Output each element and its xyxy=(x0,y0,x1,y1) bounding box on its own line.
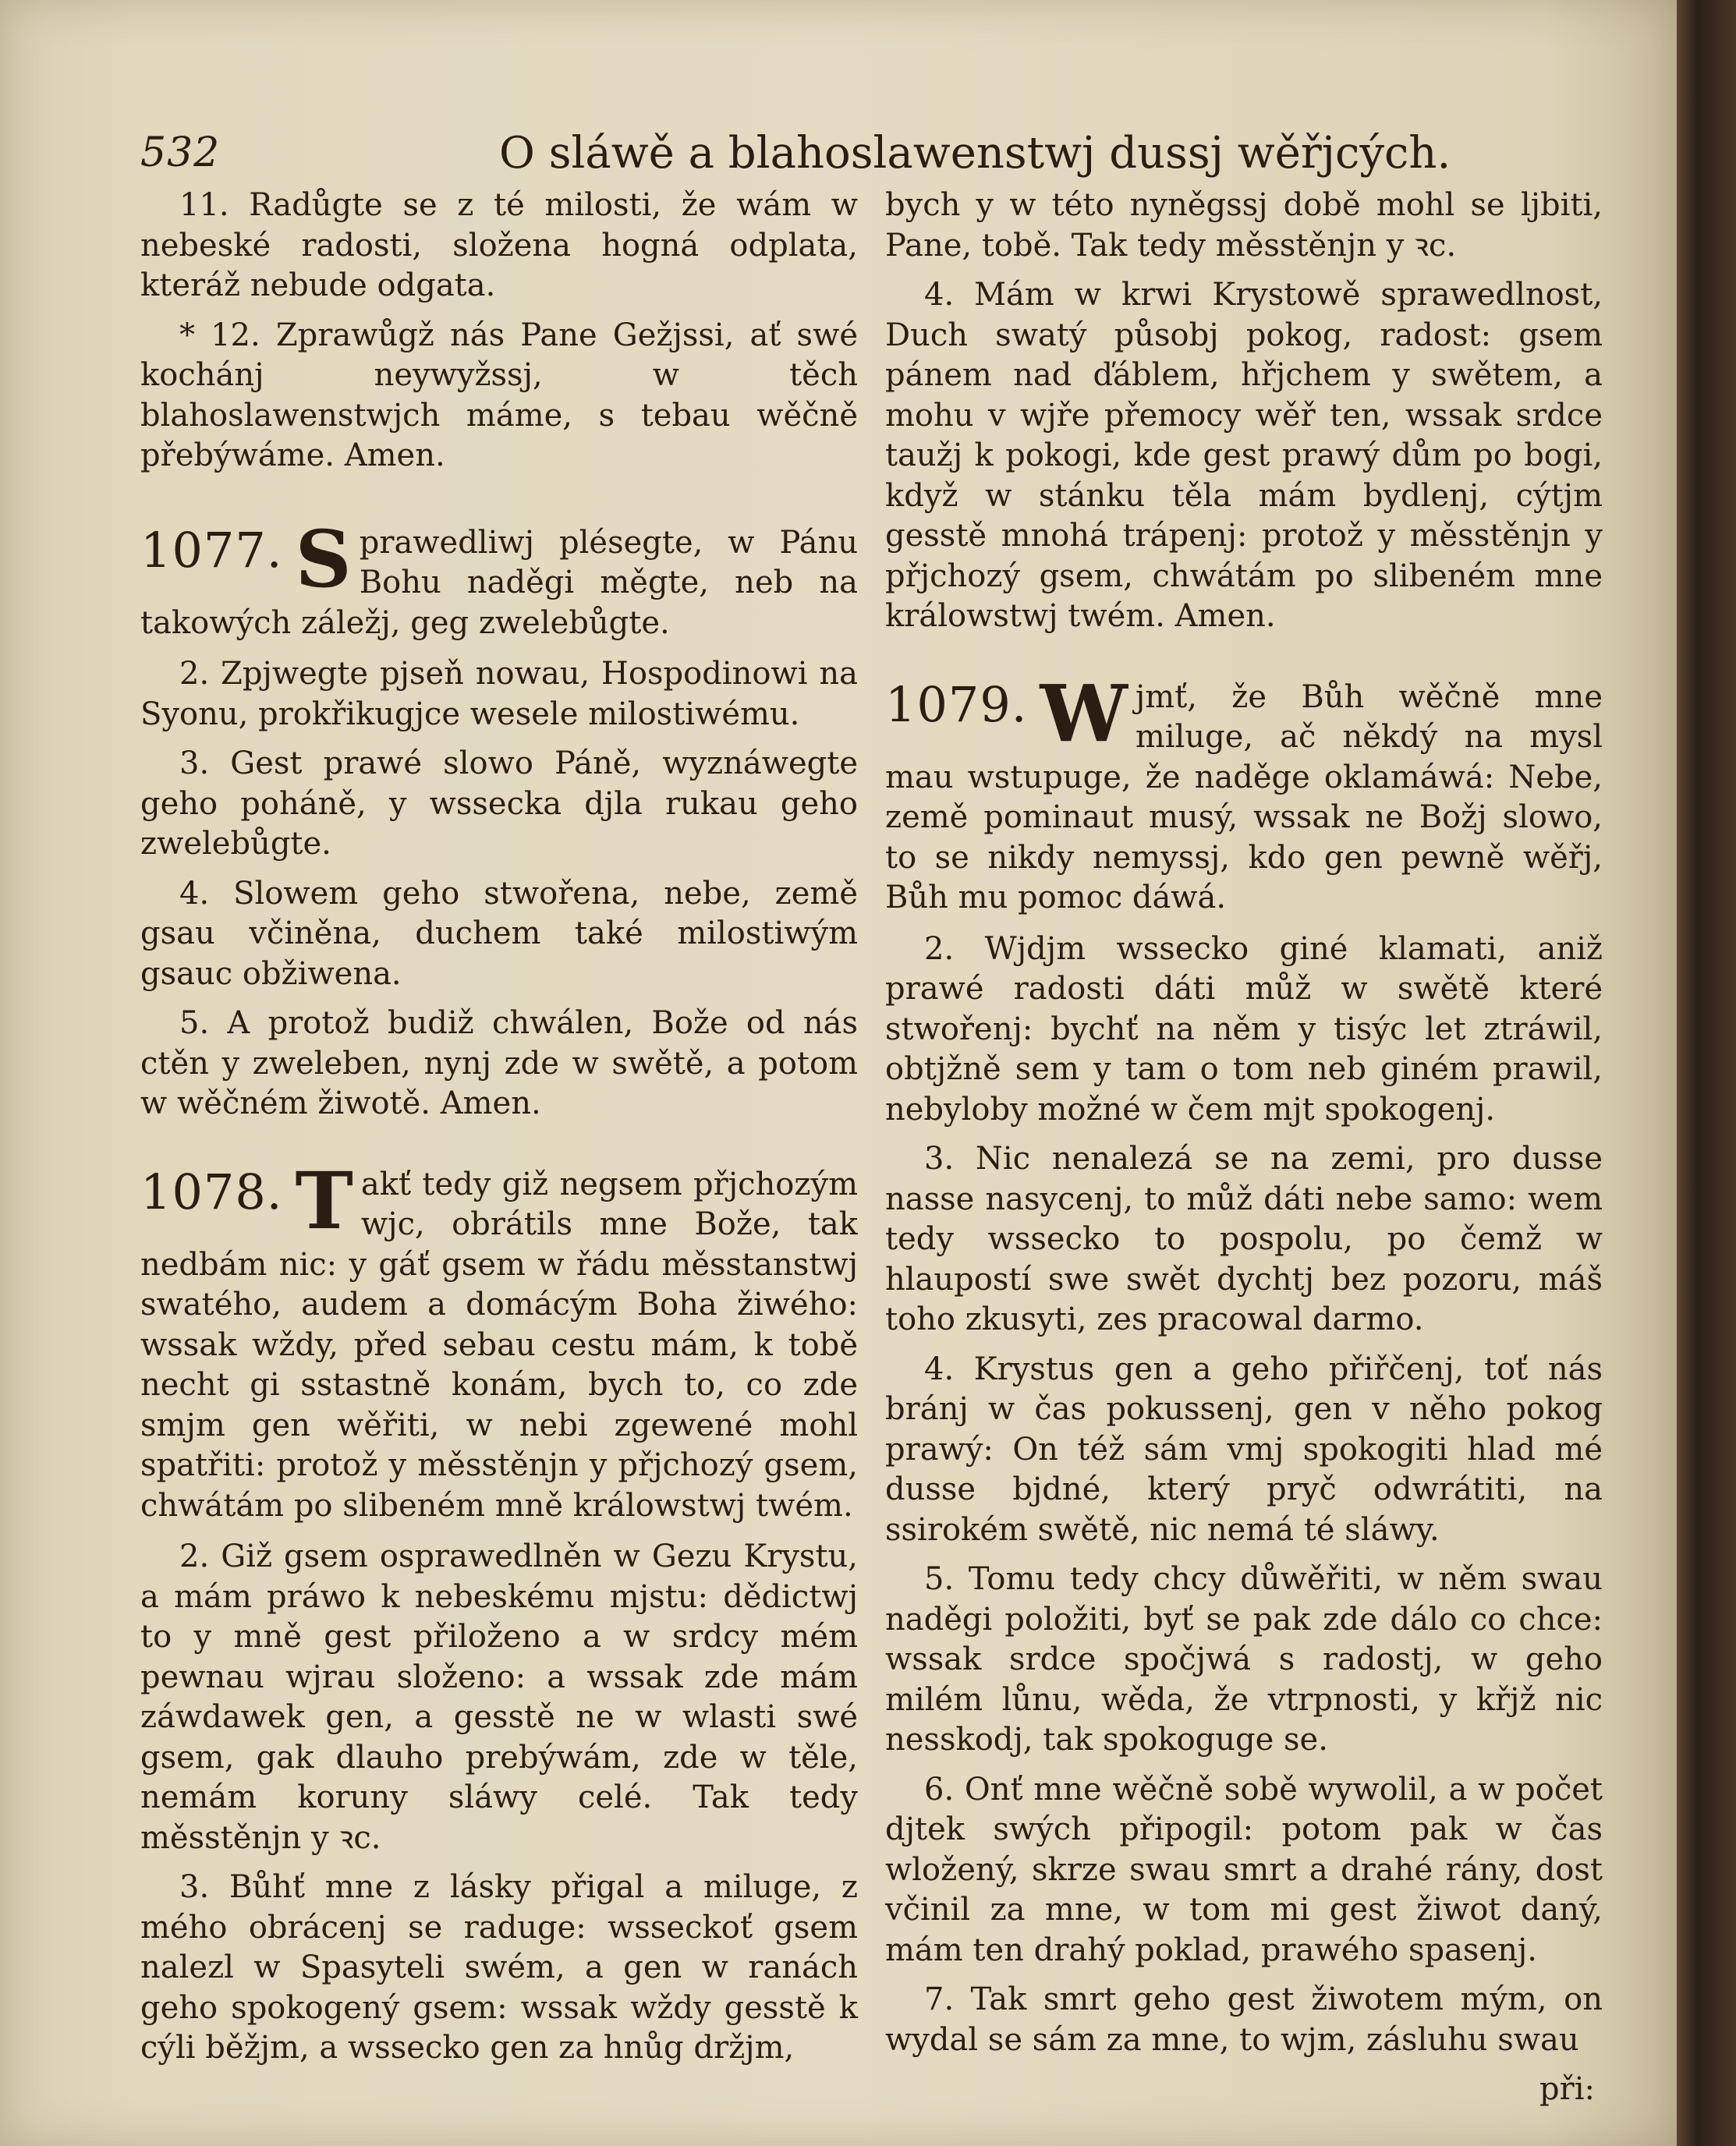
hymn-verse: 2. Wjdjm wssecko giné klamati, aniž prawé radosti dáti můž w swětě které stwořenj: bychť na něm y tisýc let ztráwil, obtjžně sem y tam o tom neb giném prawil, nebyloby možné w čem mjt spokogenj. xyxy=(885,930,1603,1128)
hymn-verse: 6. Onť mne wěčně sobě wywolil, a w počet djtek swých připogil: potom pak w čas wložený, skrze swau smrt a drahé rány, dost včinil za mne, w tom mi gest žiwot daný, mám ten drahý poklad, prawého spasenj. xyxy=(885,1771,1603,1968)
hymn-1079 xyxy=(885,678,1603,919)
hymn-verse: 3. Gest prawé slowo Páně, wyznáwegte geho poháně, y wssecka djla rukau geho zwelebůgte. xyxy=(140,745,858,862)
drop-cap: W xyxy=(1040,677,1128,760)
hymn-number: 1079. xyxy=(885,677,1028,733)
hymn-verse: 3. Nic nenalezá se na zemi, pro dusse nasse nasycenj, to můž dáti nebe samo: wem tedy wssecko to pospolu, po čemž w hlaupostí swe swět dychtj bez pozoru, máš toho zkusyti, zes pracowal darmo. xyxy=(885,1141,1603,1337)
drop-cap: T xyxy=(295,1164,353,1247)
hymn-first-verse: akť tedy giž negsem přjchozým wjc, obrátils mne Bože, tak nedbám nic: y gáť gsem w řádu měsstanstwj swatého, audem a domácým Boha žiwého: wssak wždy, před sebau cestu mám, k tobě necht gi sstastně konám, bych to, co zde smjm gen wěřiti, w nebi zgewené mohl spatřiti: protož y měsstěnjn y přjchozý gsem, chwátám po slibeném mně králowstwj twém. xyxy=(140,1166,858,1524)
hymn-number: 1077. xyxy=(140,522,283,579)
page-number: 532 xyxy=(140,129,221,176)
hymn-1077 xyxy=(140,523,858,644)
right-column xyxy=(885,186,1603,2110)
running-title: O sláwě a blahoslawenstwj dussj wěřjcých. xyxy=(499,128,1451,179)
verse-11: 11. Radůgte se z té milosti, že wám w nebeské radosti, složena hogná odplata, kteráž nebude odgata. xyxy=(140,187,858,303)
verse-12: * 12. Zprawůgž nás Pane Gežjssi, ať swé kochánj neywyžssj, w těch blahoslawenstwjch máme, s tebau wěčně přebýwáme. Amen. xyxy=(140,317,858,473)
book-spine xyxy=(1677,0,1736,2146)
catchword: při: xyxy=(1539,2071,1595,2107)
left-column xyxy=(140,186,858,2078)
hymn-verse: 7. Tak smrt geho gest žiwotem mým, on wydal se sám za mne, to wjm, zásluhu swau xyxy=(885,1981,1603,2058)
hymn-verse: 2. Zpjwegte pjseň nowau, Hospodinowi na Syonu, prokřikugjce wesele milostiwému. xyxy=(140,656,858,732)
hymn-verse: 2. Giž gsem osprawedlněn w Gezu Krystu, a mám práwo k nebeskému mjstu: dědictwj to y mně gest přiloženo a w srdcy mém pewnau wjrau složeno: a wssak zde mám záwdawek gen, a gesstě ne w wlasti swé gsem, gak dlauho prebýwám, zde w těle, nemám koruny sláwy celé. Tak tedy měsstěnjn y ꝛc. xyxy=(140,1539,858,1856)
drop-cap: S xyxy=(295,522,352,605)
hymn-verse: 5. Tomu tedy chcy důwěřiti, w něm swau naděgi položiti, byť se pak zde dálo co chce: wssak srdce spočjwá s radostj, w geho milém lůnu, wěda, že vtrpnosti, y křjž nic nesskodj, tak spokoguge se. xyxy=(885,1561,1603,1758)
continued-verse: bych y w této nyněgssj době mohl se ljbiti, Pane, tobě. Tak tedy měsstěnjn y ꝛc. xyxy=(885,187,1603,264)
hymn-first-verse: jmť, že Bůh wěčně mne miluge, ač někdý na mysl mau wstupuge, že naděge oklamáwá: Nebe, země pominaut musý, wssak ne Božj slowo, to se nikdy nemyssj, kdo gen pewně wěřj, Bůh mu pomoc dáwá. xyxy=(885,678,1603,915)
hymn-number: 1078. xyxy=(140,1164,283,1220)
hymn-first-verse: prawedliwj plésegte, w Pánu Bohu naděgi měgte, neb na takowých záležj, geg zwelebůgte. xyxy=(140,524,858,641)
hymn-verse: 5. A protož budiž chwálen, Bože od nás ctěn y zweleben, nynj zde w swětě, a potom w wěčném žiwotě. Amen. xyxy=(140,1005,858,1121)
hymn-verse: 3. Bůhť mne z lásky přigal a miluge, z mého obrácenj se raduge: wsseckoť gsem nalezl w Spasyteli swém, a gen w ranách geho spokogený gsem: wssak wždy gesstě k cýli běžjm, a wssecko gen za hnůg držjm, xyxy=(140,1869,858,2066)
hymn-verse: 4. Krystus gen a geho přiřčenj, toť nás bránj w čas pokussenj, gen v něho pokog prawý: On též sám vmj spokogiti hlad mé dusse bjdné, který pryč odwrátiti, na ssirokém swětě, nic nemá té sláwy. xyxy=(885,1351,1603,1548)
page-header xyxy=(140,115,1607,186)
hymn-1078 xyxy=(140,1165,858,1527)
hymn-verse: 4. Slowem geho stwořena, nebe, země gsau včiněna, duchem také milostiwým gsauc obžiwena. xyxy=(140,875,858,992)
verse-4: 4. Mám w krwi Krystowě sprawedlnost, Duch swatý působj pokog, radost: gsem pánem nad ďáblem, hřjchem y swětem, a mohu v wjře přemocy wěř ten, wssak srdce taužj k pokogi, kde gest prawý dům po bogi, když w stánku těla mám bydlenj, cýtjm gesstě mnohá trápenj: protož y měsstěnjn y přjchozý gsem, chwátám po slibeném mne králowstwj twém. Amen. xyxy=(885,277,1603,634)
